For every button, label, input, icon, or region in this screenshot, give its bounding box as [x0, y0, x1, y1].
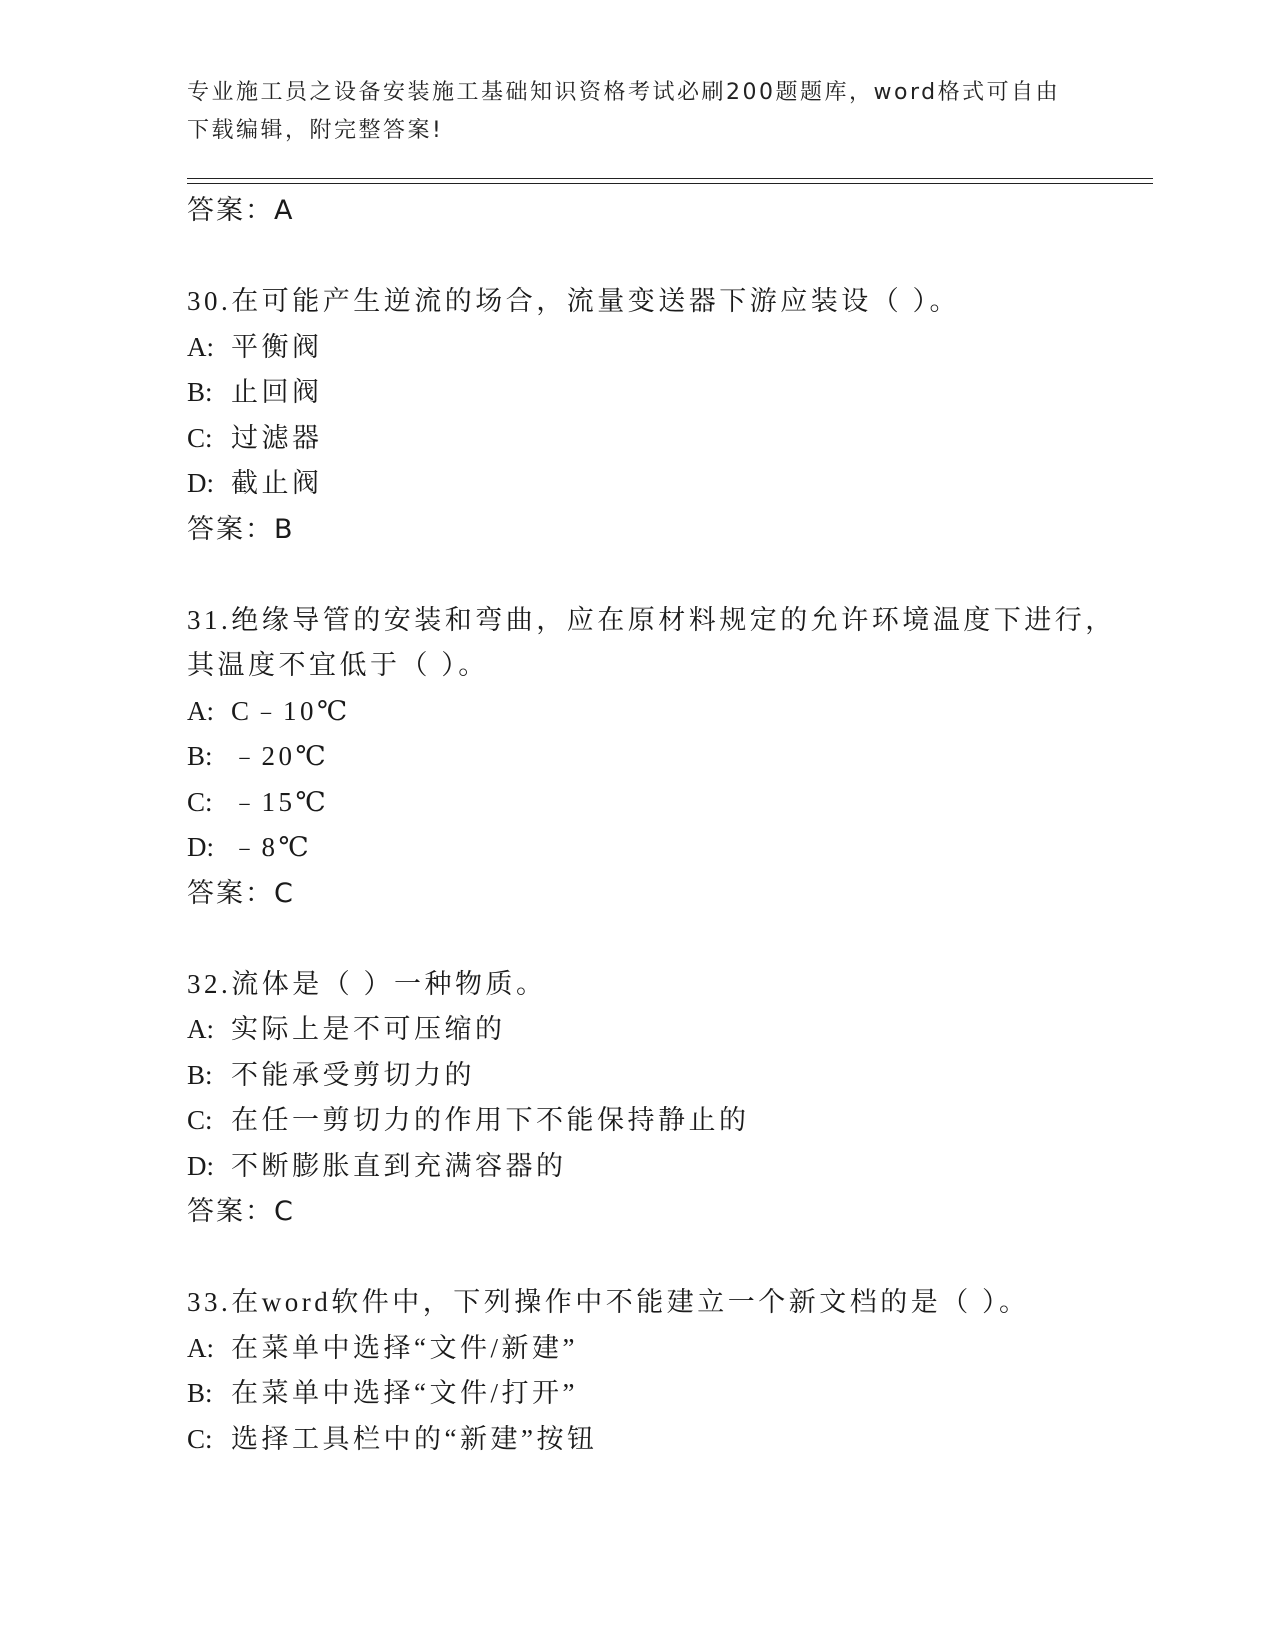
question-stem: 32.流体是（ ）一种物质。	[187, 968, 547, 999]
question-block	[187, 1280, 1147, 1462]
option-key: B:	[187, 1378, 213, 1408]
option-row	[187, 461, 1147, 507]
option-text: 平衡阀	[231, 331, 323, 362]
option-key: B:	[187, 1059, 213, 1090]
option-key: D:	[187, 1150, 214, 1181]
option-key: C:	[187, 1105, 213, 1135]
option-row	[187, 1098, 1147, 1144]
option-key: A:	[187, 1332, 214, 1363]
option-key: B:	[187, 377, 213, 407]
question-block	[187, 962, 1147, 1281]
document-header-title: 专业施工员之设备安装施工基础知识资格考试必刷200题题库，word格式可自由下载编辑，附完整答案!	[187, 80, 1061, 143]
option-key: A:	[187, 695, 214, 726]
answer-line: 答案：B	[187, 513, 295, 545]
option-text: 在菜单中选择“文件/打开”	[231, 1378, 578, 1408]
option-row	[187, 416, 1147, 462]
question-stem: 30.在可能产生逆流的场合，流量变送器下游应装设（ ）。	[187, 286, 960, 316]
question-stem: 33.在word软件中，下列操作中不能建立一个新文档的是（ ）。	[187, 1287, 1030, 1317]
option-text: C﹣10℃	[231, 695, 351, 726]
option-row	[187, 1326, 1147, 1372]
option-text: 过滤器	[231, 422, 323, 453]
option-text: ﹣15℃	[231, 786, 330, 817]
answer-line: 答案：C	[187, 877, 295, 909]
question-block	[187, 598, 1147, 962]
option-key: C:	[187, 1423, 213, 1454]
answer-line: 答案：C	[187, 1196, 295, 1227]
option-key: C:	[187, 422, 213, 453]
option-row	[187, 1144, 1147, 1190]
option-text: 在任一剪切力的作用下不能保持静止的	[231, 1105, 750, 1135]
option-key: D:	[187, 468, 214, 498]
question-list	[187, 188, 1147, 1462]
option-text: 选择工具栏中的“新建”按钮	[231, 1423, 598, 1454]
option-row	[187, 780, 1147, 826]
option-text: ﹣20℃	[231, 741, 330, 771]
option-row	[187, 1417, 1147, 1463]
question-stem: 31.绝缘导管的安装和弯曲，应在原材料规定的允许环境温度下进行，	[187, 604, 1116, 635]
spacer	[187, 1235, 1147, 1281]
option-key: D:	[187, 832, 214, 862]
option-row	[187, 1053, 1147, 1099]
option-text: 止回阀	[231, 377, 323, 407]
option-text: ﹣8℃	[231, 832, 313, 862]
option-key: A:	[187, 331, 214, 362]
option-row	[187, 1371, 1147, 1417]
spacer	[187, 916, 1147, 962]
answer-line: 答案：A	[187, 195, 295, 226]
option-key: C:	[187, 786, 213, 817]
spacer	[187, 234, 1147, 280]
option-row	[187, 689, 1147, 735]
option-row	[187, 825, 1147, 871]
option-row	[187, 734, 1147, 780]
header-divider-top	[187, 178, 1153, 179]
option-text: 实际上是不可压缩的	[231, 1014, 506, 1044]
option-key: A:	[187, 1014, 214, 1044]
option-text: 不能承受剪切力的	[231, 1059, 475, 1090]
option-text: 在菜单中选择“文件/新建”	[231, 1332, 578, 1363]
option-row	[187, 370, 1147, 416]
question-stem: 其温度不宜低于（ ）。	[187, 650, 489, 680]
option-text: 不断膨胀直到充满容器的	[231, 1150, 567, 1181]
option-key: B:	[187, 741, 213, 771]
option-row	[187, 325, 1147, 371]
question-block	[187, 279, 1147, 598]
header-divider-bottom	[187, 183, 1153, 184]
questions-container	[187, 279, 1147, 1462]
option-text: 截止阀	[231, 468, 323, 498]
option-row	[187, 1007, 1147, 1053]
spacer	[187, 552, 1147, 598]
